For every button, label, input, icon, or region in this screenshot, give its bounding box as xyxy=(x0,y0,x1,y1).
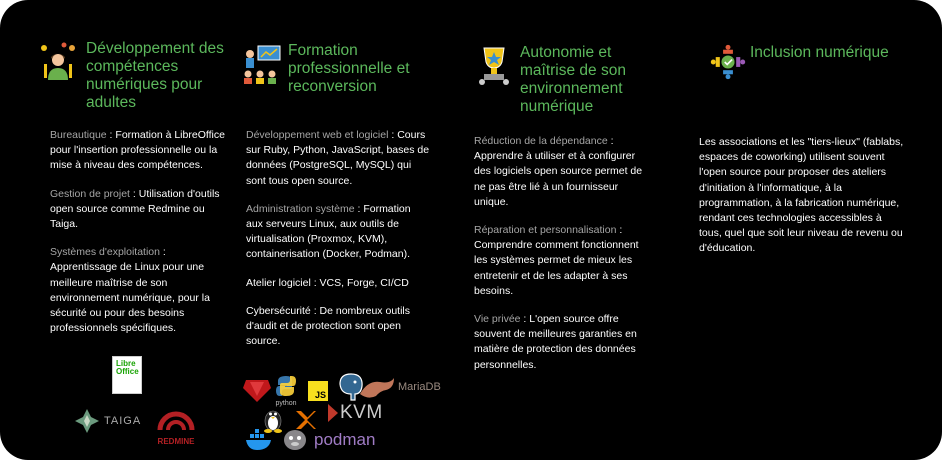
column-body xyxy=(699,135,905,270)
libreoffice-logo xyxy=(112,356,142,394)
python-logo xyxy=(270,375,302,407)
ruby-icon xyxy=(242,378,272,404)
docker-whale-icon xyxy=(245,428,273,452)
column-title: Développement des compétences numériques pour adultes xyxy=(86,40,224,111)
taiga-logo-text: TAIGA xyxy=(104,415,142,427)
python-icon xyxy=(275,375,297,397)
podman-logo-text: podman xyxy=(314,430,376,449)
adult-learner-icon xyxy=(38,40,82,84)
item-text: Apprentissage de Linux pour une meilleure maîtrise de son environnement numérique, pour la sécurité ou pour des besoins professionnels spécifiques. xyxy=(50,261,210,335)
mariadb-logo-text: MariaDB xyxy=(398,381,441,393)
kvm-logo-text: KVM xyxy=(340,402,383,423)
python-logo-text: python xyxy=(275,400,297,407)
column-title: Inclusion numérique xyxy=(750,44,889,61)
item-label: Bureautique xyxy=(50,129,107,141)
item-text: Utilisation d'outils open source comme Redmine ou Taiga. xyxy=(50,187,220,231)
javascript-logo xyxy=(308,381,328,401)
item-reduction-dependance: Réduction de la dépendance : Apprendre à utiliser et à configurer des logiciels open source permet de ne pas être lié à un fournisseur unique. xyxy=(474,135,643,208)
item-reparation: Réparation et personnalisation : Comprendre comment fonctionnent les systèmes permet de mieux les entretenir et de les adapter à ses besoins. xyxy=(474,224,639,297)
redmine-icon xyxy=(156,404,196,432)
column-body xyxy=(246,128,430,362)
inclusion-people-icon xyxy=(710,44,746,80)
column-title: Formation professionnelle et reconversion xyxy=(288,42,410,95)
column-header xyxy=(710,44,900,80)
item-text: Formation aux serveurs Linux, aux outils de virtualisation (Proxmox, KVM), containerisation (Docker, Podman). xyxy=(246,202,411,261)
classroom-training-icon xyxy=(240,42,284,86)
mariadb-logo xyxy=(358,374,441,400)
item-text: Cours sur Ruby, Python, JavaScript, bases de données (PostgreSQL, MySQL) qui sont tous open source. xyxy=(246,129,430,187)
item-text: Apprendre à utiliser et à configurer des logiciels open source permet de ne pas être lié à un fournisseur unique. xyxy=(474,150,643,208)
item-text: L'open source offre souvent de meilleures garanties en matière de protection des données personnelles. xyxy=(474,313,637,371)
mariadb-seal-icon xyxy=(358,374,398,400)
item-label: Réparation et personnalisation xyxy=(474,224,617,237)
podman-seals-icon xyxy=(282,426,308,452)
item-label: Développement web et logiciel xyxy=(246,129,389,141)
libreoffice-logo-text: Office xyxy=(116,367,139,376)
libreoffice-logo-text: Libre xyxy=(116,359,136,368)
item-label: Gestion de projet xyxy=(50,187,130,200)
item-label: Administration système xyxy=(246,202,355,215)
item-atelier-logiciel: Atelier logiciel : VCS, Forge, CI/CD xyxy=(246,276,409,289)
item-cybersecurite: Cybersécurité : De nombreux outils d'audit et de protection sont open source. xyxy=(246,304,410,348)
item-label: Réduction de la dépendance xyxy=(474,135,608,147)
kvm-logo xyxy=(326,402,383,424)
redmine-logo-text: REDMINE xyxy=(157,437,195,446)
item-dev-web: Développement web et logiciel : Cours sur Ruby, Python, JavaScript, bases de données (PostgreSQL, MySQL) qui sont tous open source. xyxy=(246,129,430,187)
taiga-icon xyxy=(74,408,100,434)
column-header xyxy=(38,40,238,112)
item-text: Formation à LibreOffice pour l'insertion professionnelle ou la mise à niveau des compétences. xyxy=(50,129,225,172)
column-body xyxy=(50,128,232,349)
column-title: Autonomie et maîtrise de son environnement numérique xyxy=(520,44,626,115)
item-admin-systeme: Administration système : Formation aux serveurs Linux, aux outils de virtualisation (Proxmox, KVM), containerisation (Docker, Podman). xyxy=(246,202,411,261)
item-bureautique: Bureautique : Formation à LibreOffice pour l'insertion professionnelle ou la mise à niveau des compétences. xyxy=(50,129,225,172)
item-systemes: Systèmes d'exploitation : Apprentissage de Linux pour une meilleure maîtrise de son environnement numérique, pour la sécurité ou pour des besoins professionnels spécifiques. xyxy=(50,246,210,335)
column-body xyxy=(474,134,654,386)
column-header xyxy=(472,44,662,116)
redmine-logo xyxy=(156,404,196,444)
item-gestion-projet: Gestion de projet : Utilisation d'outils open source comme Redmine ou Taiga. xyxy=(50,187,220,231)
javascript-logo-text: JS xyxy=(314,390,326,400)
item-label: Vie privée xyxy=(474,313,521,326)
item-text: Comprendre comment fonctionnent les systèmes permet de mieux les entretenir et de les adapter à ses besoins. xyxy=(474,239,639,297)
trophy-icon xyxy=(472,44,516,88)
item-label: Systèmes d'exploitation xyxy=(50,246,160,259)
item-vie-privee: Vie privée : L'open source offre souvent de meilleures garanties en matière de protection des données personnelles. xyxy=(474,313,637,371)
column-header xyxy=(240,42,430,96)
item-associations: Les associations et les "tiers-lieux" (fablabs, espaces de coworking) utilisent souvent l'open source pour proposer des ateliers d'initiation à l'informatique, à la programmation, à la fabrication numérique, rendant ces technologies accessibles à tous, quel que soit leur niveau de revenu ou d'éducation. xyxy=(699,136,904,255)
taiga-logo xyxy=(74,408,141,434)
kvm-icon xyxy=(326,402,340,424)
